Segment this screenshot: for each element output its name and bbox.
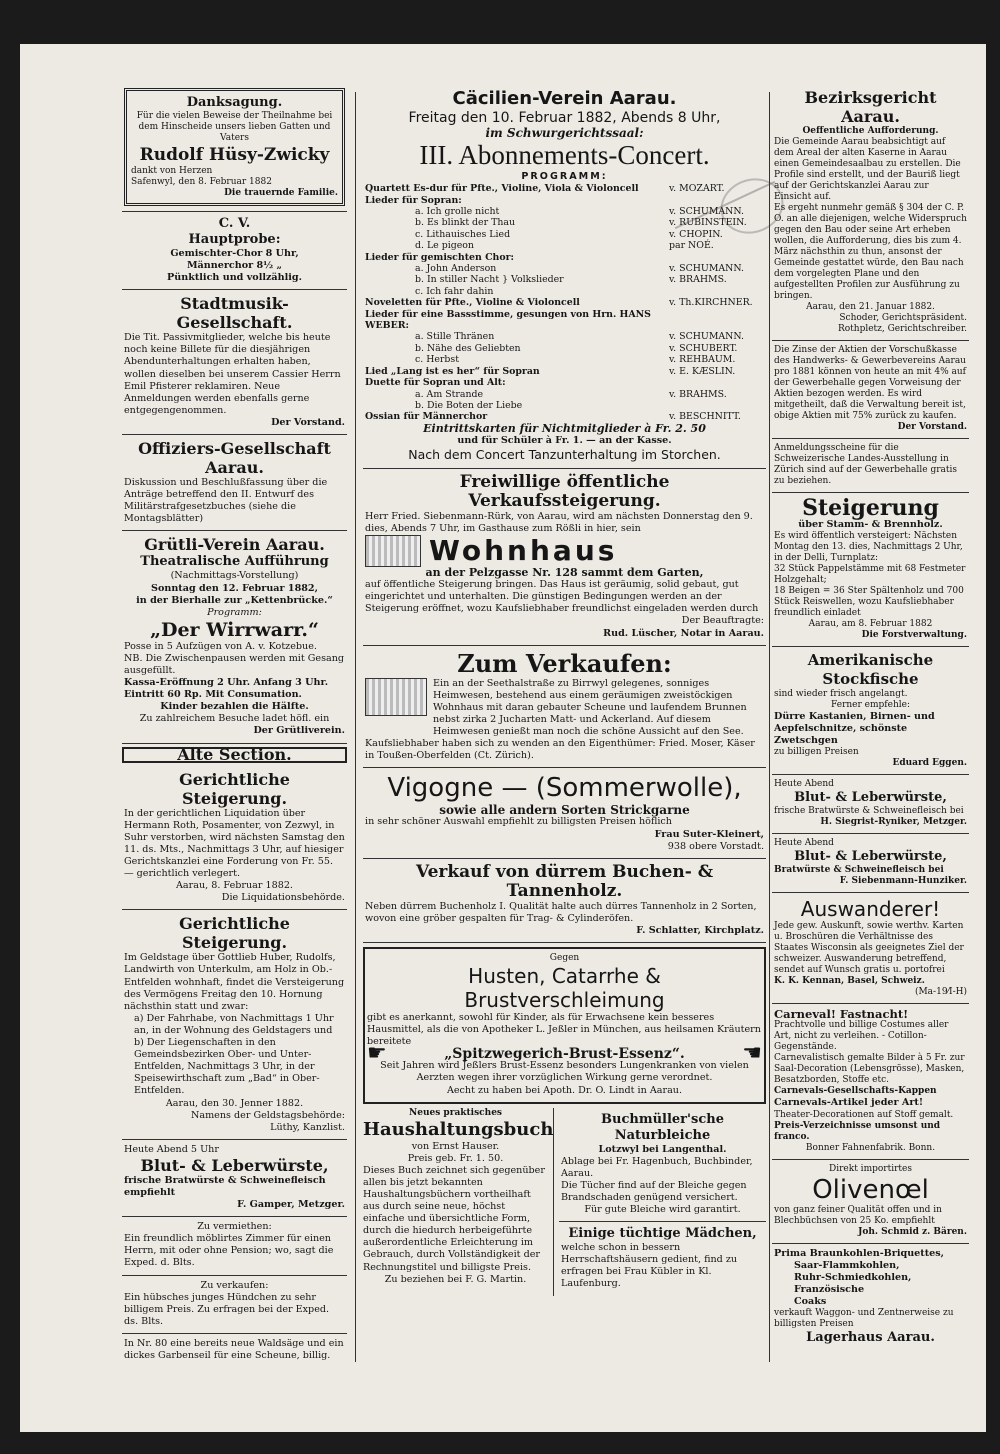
- ad-offiziers: [122, 435, 347, 531]
- grutli-title: Grütli-Verein Aarau.: [144, 535, 325, 555]
- naturbleiche-title: Buchmüller'sche Naturbleiche: [601, 1111, 724, 1143]
- ad-freiwillige: [363, 469, 766, 646]
- ad-maedchen: [559, 1222, 766, 1295]
- ad-vigogne: [363, 768, 766, 858]
- ad-olivenoel: [772, 1160, 969, 1244]
- stockfische-sign: Eduard Eggen.: [892, 758, 967, 769]
- program-item-title: Lied „Lang ist es her“ für Sopran: [365, 365, 540, 377]
- grutli-line: Kinder bezahlen die Hälfte.: [160, 701, 309, 713]
- kohlen-line: Coaks: [794, 1295, 827, 1307]
- ad-anmeldung: [772, 439, 969, 493]
- vigogne-title: Vigogne — (Sommerwolle),: [387, 773, 742, 804]
- carneval-sign: Bonner Fahnenfabrik. Bonn.: [805, 1142, 936, 1153]
- program-item: [365, 229, 764, 240]
- maedchen-title: Einige tüchtige Mädchen,: [568, 1226, 757, 1242]
- blut-sign: H. Siegrist-Ryniker, Metzger.: [820, 817, 967, 828]
- caecilien-dance: Nach dem Concert Tanzunterhaltung im Storchen.: [408, 446, 721, 462]
- ad-haushaltungsbuch: [363, 1108, 554, 1296]
- caecilien-entry: Eintrittskarten für Nichtmitglieder à Fr. 2. 50: [423, 421, 706, 435]
- blut-text: frische Bratwürste & Schweinefleisch bei: [774, 806, 964, 817]
- program-item-composer: v. SCHUMANN.: [669, 206, 744, 217]
- verkaufen-title: Zu verkaufen:: [200, 1279, 269, 1291]
- program-item-title: Noveletten für Pfte., Violine & Violoncell: [365, 297, 580, 309]
- grutli-play: „Der Wirrwarr.“: [150, 618, 319, 641]
- blut-sign: F. Siebenmann-Hunziker.: [839, 876, 967, 887]
- program-item-title: a. John Anderson: [415, 263, 497, 275]
- carneval-text: Carnevalistisch gemalte Bilder à 5 Fr. zur Saal-Decoration (Lebensgrösse), Masken, Besatzborden, Stoffe etc.: [774, 1053, 965, 1086]
- carneval-title: Carneval! Fastnacht!: [774, 1007, 909, 1022]
- program-item: [365, 354, 764, 365]
- blut-text: frische Bratwürste & Schweinefleisch empfiehlt: [124, 1174, 326, 1198]
- program-item: [365, 240, 764, 251]
- stockfische-text: zu billigen Preisen: [774, 747, 859, 758]
- pointing-hand-left-icon: ☚: [742, 1041, 762, 1067]
- gerichtliche-title: Gerichtliche Steigerung.: [179, 914, 290, 953]
- gerichtliche-item: b) Der Liegenschaften in den Gemeindsbezirken Ober- und Unter-Entfelden, Nachmittags 3 Uhr, in der Speisewirthschaft zum „Bad“ in Ober-Entfelden.: [134, 1037, 320, 1097]
- vigogne-sub: sowie alle andern Sorten Strickgarne: [439, 803, 690, 818]
- danksagung-sign: Die trauernde Familie.: [224, 188, 338, 198]
- danksagung-date: Safenwyl, den 8. Februar 1882: [131, 177, 272, 187]
- vigogne-sign: Frau Suter-Kleinert,: [654, 828, 764, 840]
- caecilien-entry: und für Schüler à Fr. 1. — an der Kasse.: [457, 434, 672, 446]
- program-item-composer: v. BRAHMS.: [669, 388, 727, 400]
- program-item-composer: v. SCHUMANN.: [669, 331, 744, 343]
- husten-text: gibt es anerkannt, sowohl für Kinder, als für Erwachsene kein besseres Hausmittel, als die von Apotheker L. Jeßler in München, aus heilsamen Kräutern bereitete: [367, 1011, 761, 1048]
- stockfische-text: Ferner empfehle:: [831, 700, 910, 711]
- ad-blut-siegrist: [772, 775, 969, 834]
- auswanderer-title: Auswanderer!: [800, 897, 941, 922]
- stockfische-text: sind wieder frisch angelangt.: [774, 689, 908, 700]
- cv-line: Pünktlich und vollzählig.: [167, 272, 302, 284]
- program-item-title: Duette für Sopran und Alt:: [365, 377, 506, 389]
- gerichtliche-sign: Lüthy, Kanzlist.: [270, 1121, 345, 1133]
- vermiethen-title: Zu vermiethen:: [197, 1221, 272, 1233]
- grutli-sign: Der Grütliverein.: [253, 725, 345, 737]
- program-item-title: b. Die Boten der Liebe: [415, 399, 523, 411]
- pointing-hand-right-icon: ☛: [367, 1041, 387, 1067]
- vigogne-address: 938 obere Vorstadt.: [667, 840, 764, 852]
- grutli-line: Kassa-Eröffnung 2 Uhr. Anfang 3 Uhr.: [124, 677, 329, 689]
- ad-carneval: [772, 1004, 969, 1159]
- program-item-composer: [669, 309, 764, 332]
- steigerung-line: 32 Stück Pappelstämme mit 68 Festmeter Holzgehalt;: [774, 564, 966, 586]
- carneval-text: Carnevals-Artikel jeder Art!: [774, 1097, 924, 1109]
- ad-waldsage: [122, 1334, 347, 1367]
- zinse-sign: Der Vorstand.: [897, 422, 967, 432]
- ad-verkaufen: [122, 1276, 347, 1334]
- grutli-line: Zu zahlreichem Besuche ladet höfl. ein: [139, 713, 330, 725]
- program-item: [365, 377, 764, 388]
- freiwillige-location: an der Pelzgasse Nr. 128 sammt dem Garten,: [425, 566, 704, 580]
- stadtmusik-title: Stadtmusik-Gesellschaft.: [176, 294, 293, 333]
- program-item-composer: v. Th.KIRCHNER.: [669, 297, 753, 309]
- grutli-line: (Nachmittags-Vorstellung): [170, 570, 299, 582]
- program-item-title: Lieder für eine Bassstimme, gesungen von Hrn. HANS WEBER:: [365, 308, 651, 332]
- steigerung-text: Es wird öffentlich versteigert: Nächsten Montag den 13. dies, Nachmittags 2 Uhr, in der Delli, Turnplatz:: [774, 531, 963, 564]
- grutli-line: NB. Die Zwischenpausen werden mit Gesang ausgefüllt.: [124, 652, 345, 676]
- gerichtliche-sign: Die Liquidationsbehörde.: [221, 892, 345, 904]
- ad-husten: [363, 947, 766, 1104]
- ad-stadtmusik: [122, 290, 347, 435]
- bezirksgericht-sub: Oeffentliche Aufforderung.: [802, 126, 939, 136]
- program-item-title: c. Ich fahr dahin: [415, 285, 494, 297]
- program-item-title: b. Es blinkt der Thau: [415, 217, 515, 229]
- ad-cv: [122, 212, 347, 290]
- program-item: [365, 366, 764, 377]
- ad-gerichtliche-1: [122, 766, 347, 911]
- zinse-text: Die Zinse der Aktien der Vorschußkasse des Handwerks- & Gewerbevereins Aarau pro 1881 können von heute an mit 4% auf der Gewerbehalle gegen Vorweisung der Aktien bezogen werden. Es wird mitgetheilt, daß die Verwaltung bereit ist, obige Aktien mit 75% zurück zu kaufen.: [774, 345, 966, 421]
- center-column: [363, 84, 766, 1296]
- cv-line: Gemischter-Chor 8 Uhr,: [170, 248, 299, 259]
- steigerung-line: 18 Beigen = 36 Ster Spältenholz und 700 Stück Reiswellen, wozu Kaufsliebhaber freundlich einladet: [774, 586, 964, 619]
- blut-pre: Heute Abend: [774, 779, 834, 790]
- danksagung-thanks: dankt von Herzen: [131, 166, 213, 176]
- carneval-text: Carnevals-Gesellschafts-Kappen: [774, 1086, 937, 1097]
- program-item-title: b. In stiller Nacht } Volkslieder: [415, 274, 564, 286]
- anmeldung-text: Anmeldungsscheine für die Schweizerische Landes-Ausstellung in Zürich sind auf der Gewerbehalle gratis zu beziehen.: [774, 443, 958, 486]
- freiwillige-sign: Rud. Lüscher, Notar in Aarau.: [603, 627, 764, 639]
- left-column: [122, 84, 347, 1367]
- bezirksgericht-sign: Schoder, Gerichtspräsident.: [839, 313, 967, 323]
- cv-sub: Hauptprobe:: [188, 232, 281, 247]
- olivenoel-title: Olivenœl: [812, 1174, 929, 1205]
- husten-text: Seit Jahren wird Jeßlers Brust-Essenz besonders Lungenkranken von vielen Aerzten wegen ihrer vorzüglichen Wirkung gerne verordnet.: [380, 1060, 749, 1084]
- vigogne-text: in sehr schöner Auswahl empfiehlt zu billigsten Preisen höflich: [365, 816, 672, 828]
- ad-stockfische: [772, 647, 969, 775]
- program-item-title: Ossian für Männerchor: [365, 411, 488, 423]
- stadtmusik-text: Die Tit. Passivmitglieder, welche bis heute noch keine Billete für die diesjährigen Abendunterhaltungen erhalten haben, wollen dieselben bei unserem Cassier Herrn Emil Pfisterer reklamiren. Neue Anmeldungen werden ebenfalls gerne entgegengenommen.: [124, 332, 341, 416]
- olivenoel-sign: Joh. Schmid z. Bären.: [858, 1226, 967, 1237]
- kohlen-line: Französische: [794, 1283, 865, 1295]
- program-item-composer: par NOÉ.: [669, 240, 714, 252]
- program-item-title: Quartett Es-dur für Pfte., Violine, Viola & Violoncell: [365, 183, 639, 195]
- column-rule-right: [769, 92, 770, 1362]
- gerichtliche-title: Gerichtliche Steigerung.: [179, 769, 290, 808]
- alte-section-banner: Alte Section.: [122, 747, 347, 763]
- blut-title: Blut- & Leberwürste,: [794, 849, 947, 865]
- program-item-composer: v. SCHUMANN.: [669, 263, 744, 275]
- olivenoel-pre: Direkt importirtes: [829, 1163, 912, 1174]
- grutli-line: Eintritt 60 Rp. Mit Consumation.: [124, 689, 302, 701]
- ad-naturbleiche: [559, 1108, 766, 1223]
- blut-title: Blut- & Leberwürste,: [794, 790, 947, 806]
- program-item: [365, 286, 764, 297]
- ad-blut-siebenmann: [772, 834, 969, 893]
- kohlen-line: Ruhr-Schmiedkohlen,: [794, 1271, 912, 1283]
- program-item-composer: v. BRAHMS.: [669, 274, 727, 286]
- stockfische-text: Dürre Kastanien, Birnen- und Aepfelschnitze, schönste Zwetschgen: [774, 711, 935, 747]
- blut-pre: Heute Abend: [774, 838, 834, 849]
- ad-zum-verkaufen: [363, 646, 766, 769]
- bezirksgericht-text: Es ergeht nunmehr gemäß § 304 der C. P. O. an alle diejenigen, welche Widerspruch gegen den Bau oder seine Art erheben wollen, die Aufforderung, dies bis zum 4. März nächsthin zu thun, ansonst der Gemeinde gestattet würde, den Bau nach dem vorgelegten Plane und den aufgestellten Profilen zur Ausführung zu bringen.: [774, 203, 967, 301]
- program-item-composer: v. SCHUBERT.: [669, 342, 738, 354]
- steigerung-sub: über Stamm- & Brennholz.: [798, 519, 943, 530]
- program-item-title: a. Stille Thränen: [415, 331, 495, 343]
- ad-vermiethen: [122, 1217, 347, 1275]
- blut-text: Bratwürste & Schweinefleisch bei: [774, 865, 944, 876]
- auswanderer-sign: K. K. Kennan, Basel, Schweiz.: [774, 976, 925, 987]
- program-item: [365, 400, 764, 411]
- ad-danksagung: [122, 84, 347, 212]
- bezirksgericht-text: Die Gemeinde Aarau beabsichtigt auf dem Areal der alten Kaserne in Aarau einen Gemeindesaalbau zu erstellen. Die Profile sind erstellt, und der Bauriß liegt auf der Gerichtskanzlei Aarau zur Einsicht auf.: [774, 137, 961, 202]
- bezirksgericht-title: Bezirksgericht Aarau.: [804, 88, 937, 126]
- gerichtliche-date: Aarau, den 30. Jenner 1882.: [165, 1097, 304, 1109]
- program-item-composer: [669, 377, 764, 388]
- program-item-title: a. Am Strande: [415, 388, 484, 400]
- program-item: [365, 343, 764, 354]
- program-item-title: d. Le pigeon: [415, 240, 474, 252]
- program-item-composer: v. RUBINSTEIN.: [669, 217, 747, 229]
- program-item: [365, 297, 764, 308]
- ad-steigerung: [772, 493, 969, 647]
- program-item-title: c. Lithauisches Lied: [415, 228, 511, 240]
- grutli-program-label: Programm:: [207, 606, 262, 618]
- grutli-line: Sonntag den 12. Februar 1882,: [151, 582, 318, 594]
- gerichtliche-date: Aarau, 8. Februar 1882.: [176, 880, 293, 892]
- program-item: [365, 195, 764, 206]
- program-item-composer: [669, 252, 764, 263]
- haushaltungsbuch-author: von Ernst Hauser.: [411, 1140, 500, 1152]
- kohlen-text: verkauft Waggon- und Zentnerweise zu billigsten Preisen: [774, 1308, 954, 1330]
- haushaltungsbuch-title: Haushaltungsbuch: [363, 1118, 554, 1140]
- right-column: [772, 84, 969, 1351]
- ad-auswanderer: [772, 893, 969, 1004]
- holz-sign: F. Schlatter, Kirchplatz.: [636, 924, 764, 936]
- haushaltungsbuch-pre: Neues praktisches: [409, 1107, 502, 1118]
- waldsage-text: In Nr. 80 eine bereits neue Waldsäge und ein dickes Garbenseil für eine Scheune, billig.: [124, 1337, 344, 1361]
- newspaper-page: [20, 44, 986, 1432]
- program-item-composer: [669, 195, 764, 206]
- carneval-text: Prachtvolle und billige Costumes aller Art, nicht zu verleihen. - Cotillon-Gegenstände.: [774, 1020, 949, 1053]
- program-item-title: c. Herbst: [415, 354, 459, 366]
- freiwillige-text: auf öffentliche Steigerung bringen. Das Haus ist geräumig, solid gebaut, gut eingerichtet und unterhalten. Die günstigen Bedingungen werden an der Steigerung eröffnet, wozu Kaufsliebhaber freundlichst eingeladen werden durch: [365, 579, 759, 615]
- haushaltungsbuch-text: Dieses Buch zeichnet sich gegenüber allen bis jetzt bekannten Haushaltungsbüchern vortheilhaft aus durch seine neue, höchst einfache und übersichtliche Form, durch die hiedurch herbeigeführte außerordentliche Erleichterung im Gebrauch, durch Vollständigkeit der Rechnungstitel und billigste Preis.: [363, 1164, 545, 1273]
- ad-grutli: [122, 531, 347, 743]
- grutli-line: Posse in 5 Aufzügen von A. v. Kotzebue.: [124, 640, 317, 652]
- maedchen-text: welche schon in bessern Herrschaftshäusern gedient, find zu erfragen bei Frau Kübler in Kl. Laufenburg.: [561, 1242, 738, 1290]
- ad-gerichtliche-2: [122, 910, 347, 1139]
- program-item-title: b. Nähe des Geliebten: [415, 342, 521, 354]
- program-item: [365, 411, 764, 422]
- program-item: [365, 309, 764, 332]
- right-split: [554, 1108, 766, 1296]
- steigerung-sign: Die Forstverwaltung.: [861, 630, 967, 641]
- program-item-title: Lieder für Sopran:: [365, 194, 462, 206]
- ad-bezirksgericht: [772, 84, 969, 341]
- gerichtliche-text: Im Geldstage über Gottlieb Huber, Rudolfs, Landwirth von Unterkulm, am Holz in Ob.-Entfelden wohnhaft, findet die Versteigerung des Vermögens Freitag den 10. Hornung nächsthin statt und zwar:: [124, 952, 345, 1012]
- gerichtliche-item: a) Der Fahrhabe, von Nachmittags 1 Uhr an, in der Wohnung des Geldstagers und: [134, 1012, 334, 1036]
- program-item-composer: v. REHBAUM.: [669, 354, 736, 366]
- holz-text: Neben dürrem Buchenholz I. Qualität halte auch dürres Tannenholz in 2 Sorten, wovon eine gröber gespalten für Trag- & Cylinderöfen.: [365, 900, 757, 924]
- program-item: [365, 206, 764, 217]
- zum-verkaufen-text: Ein an der Seethalstraße zu Birrwyl gelegenes, sonniges Heimwesen, bestehend aus einem geräumigen zweistöckigen Wohnhaus mit daran gebauter Scheune und laufendem Brunnen nebst zirka 2 Jucharten Matt- und Ackerland. Auf diesem Heimwesen genießt man noch die schöne Aussicht auf den See.: [433, 677, 747, 738]
- haushaltungsbuch-price: Preis geb. Fr. 1. 50.: [407, 1152, 504, 1164]
- freiwillige-title: Freiwillige öffentliche Verkaufssteigerung.: [459, 471, 670, 511]
- cv-title: C. V.: [218, 216, 251, 231]
- auswanderer-code: (Ma-19⁄I-H): [914, 987, 967, 998]
- auswanderer-text: Jede gew. Auskunft, sowie werthv. Karten u. Broschüren die Verhältnisse des Staates Wisconsin als geeignetes Ziel der schweizer. Auswanderung betreffend, sendet auf Wunsch gratis u. portofrei: [774, 921, 964, 976]
- bezirksgericht-date: Aarau, den 21. Januar 1882.: [806, 302, 935, 312]
- naturbleiche-text: Für gute Bleiche wird garantirt.: [584, 1204, 741, 1216]
- program-item: [365, 331, 764, 342]
- offiziers-text: Diskussion und Beschlußfassung über die Anträge betreffend den II. Entwurf des Militärstrafgesetzbuches (siehe die Montagsblätter): [124, 477, 328, 525]
- caecilien-date: Freitag den 10. Februar 1882, Abends 8 Uhr,: [408, 110, 721, 126]
- kohlen-line: Prima Braunkohlen-Briquettes,: [774, 1247, 944, 1259]
- bottom-split: [363, 1108, 766, 1296]
- naturbleiche-sub: Lotzwyl bei Langenthal.: [598, 1143, 727, 1155]
- program-item-composer: [669, 400, 764, 411]
- stockfische-title: Amerikanische Stockfische: [807, 651, 934, 689]
- program-item-composer: v. E. KÆSLIN.: [669, 365, 736, 377]
- grutli-line: in der Bierhalle zur „Kettenbrücke.“: [136, 594, 333, 606]
- naturbleiche-text: Ablage bei Fr. Hagenbuch, Buchbinder, Aarau.: [561, 1155, 753, 1179]
- program-item: [365, 389, 764, 400]
- kohlen-line: Saar-Flammkohlen,: [794, 1259, 900, 1271]
- caecilien-place: im Schwurgerichtssaal:: [485, 126, 644, 140]
- ad-zinse: [772, 341, 969, 439]
- caecilien-concert: III. Abonnements-Concert.: [419, 140, 710, 171]
- husten-pre: Gegen: [549, 952, 580, 963]
- husten-product: „Spitzwegerich-Brust-Essenz“.: [444, 1046, 685, 1063]
- haushaltungsbuch-sign: Zu beziehen bei F. G. Martin.: [384, 1273, 527, 1285]
- grutli-sub: Theatralische Aufführung: [140, 554, 329, 570]
- program-item-composer: v. BESCHNITT.: [669, 411, 741, 423]
- husten-title: Husten, Catarrhe & Brustverschleimung: [464, 963, 665, 1012]
- program-item-composer: v. CHOPIN.: [669, 228, 723, 240]
- gerichtliche-text: In der gerichtlichen Liquidation über Hermann Roth, Posamenter, von Zezwyl, in Suhr verstorben, wird nächsten Samstag den 11. ds. Mts., Nachmittags 3 Uhr, auf hiesiger Gerichtskanzlei eine Forderung von Fr. 55. — gerichtlich verlegert.: [124, 807, 345, 880]
- program-item-title: a. Ich grolle nicht: [415, 206, 500, 217]
- program-item: [365, 217, 764, 228]
- verkaufen-text: Ein hübsches junges Hündchen zu sehr billigem Preis. Zu erfragen bei der Exped. ds. Blts.: [124, 1291, 330, 1327]
- caecilien-program-label: PROGRAMM:: [521, 171, 608, 183]
- ad-holz: [363, 859, 766, 943]
- danksagung-name: Rudolf Hüsy-Zwicky: [139, 145, 330, 165]
- olivenoel-text: von ganz feiner Qualität offen und in Blechbüchsen von 25 Ko. empfiehlt: [774, 1204, 942, 1226]
- cv-line: Männerchor 8½ „: [186, 260, 283, 272]
- zum-verkaufen-title: Zum Verkaufen:: [457, 648, 672, 678]
- carneval-text: Theater-Decorationen auf Stoff gemalt.: [774, 1109, 954, 1120]
- naturbleiche-text: Die Tücher find auf der Bleiche gegen Brandschaden genügend versichert.: [561, 1179, 747, 1203]
- offiziers-title: Offiziers-Gesellschaft Aarau.: [138, 439, 331, 478]
- farmhouse-illustration-icon: [365, 678, 427, 716]
- ad-blut-gamper: [122, 1140, 347, 1217]
- ad-caecilien: [363, 84, 766, 469]
- steigerung-date: Aarau, am 8. Februar 1882: [808, 619, 933, 630]
- bezirksgericht-sign: Rothpletz, Gerichtschreiber.: [837, 324, 967, 334]
- vermiethen-text: Ein freundlich möblirtes Zimmer für einen Herrn, mit oder ohne Pension; wo, sagt die Exped. d. Blts.: [124, 1233, 334, 1269]
- zum-verkaufen-text: Kaufsliebhaber haben sich zu wenden an den Eigenthümer: Fried. Moser, Käser in Toußen-Oberfelden (Ct. Zürich).: [365, 738, 755, 762]
- program-item: [365, 183, 764, 194]
- carneval-text: Preis-Verzeichnisse umsonst und franco.: [774, 1120, 941, 1142]
- program-list: [365, 183, 764, 423]
- blut-pre: Heute Abend 5 Uhr: [124, 1143, 219, 1155]
- blut-sign: F. Gamper, Metzger.: [237, 1199, 345, 1211]
- freiwillige-wohnhaus: Wohnhaus: [429, 534, 618, 568]
- danksagung-title: Danksagung.: [186, 95, 283, 110]
- blut-title: Blut- & Leberwürste,: [140, 1155, 329, 1175]
- stadtmusik-sign: Der Vorstand.: [271, 416, 345, 428]
- program-item: [365, 252, 764, 263]
- program-item-composer: v. MOZART.: [669, 183, 725, 195]
- gerichtliche-sign: Namens der Geldstagsbehörde:: [190, 1109, 345, 1121]
- program-item-title: Lieder für gemischten Chor:: [365, 251, 515, 263]
- holz-title: Verkauf von dürrem Buchen- & Tannenholz.: [415, 861, 714, 901]
- ad-kohlen: [772, 1244, 969, 1351]
- steigerung-title: Steigerung: [802, 495, 939, 521]
- freiwillige-text: Herr Fried. Siebenmann-Rürk, von Aarau, wird am nächsten Donnerstag den 9. dies, Abends 7 Uhr, im Gasthause zum Rößli in hier, sein: [365, 510, 753, 534]
- kohlen-sign: Lagerhaus Aarau.: [806, 1330, 935, 1346]
- danksagung-text: Für die vielen Beweise der Theilnahme bei dem Hinscheide unsers lieben Gatten und Vaters: [136, 111, 333, 143]
- column-rule-left: [355, 92, 356, 1362]
- caecilien-title: Cäcilien-Verein Aarau.: [452, 88, 677, 109]
- program-item: [365, 274, 764, 285]
- freiwillige-sign: Der Beauftragte:: [681, 615, 764, 627]
- program-item: [365, 263, 764, 274]
- house-illustration-icon: [365, 535, 421, 567]
- husten-text: Aecht zu haben bei Apoth. Dr. O. Lindt in Aarau.: [446, 1084, 683, 1096]
- program-item-composer: [669, 286, 764, 297]
